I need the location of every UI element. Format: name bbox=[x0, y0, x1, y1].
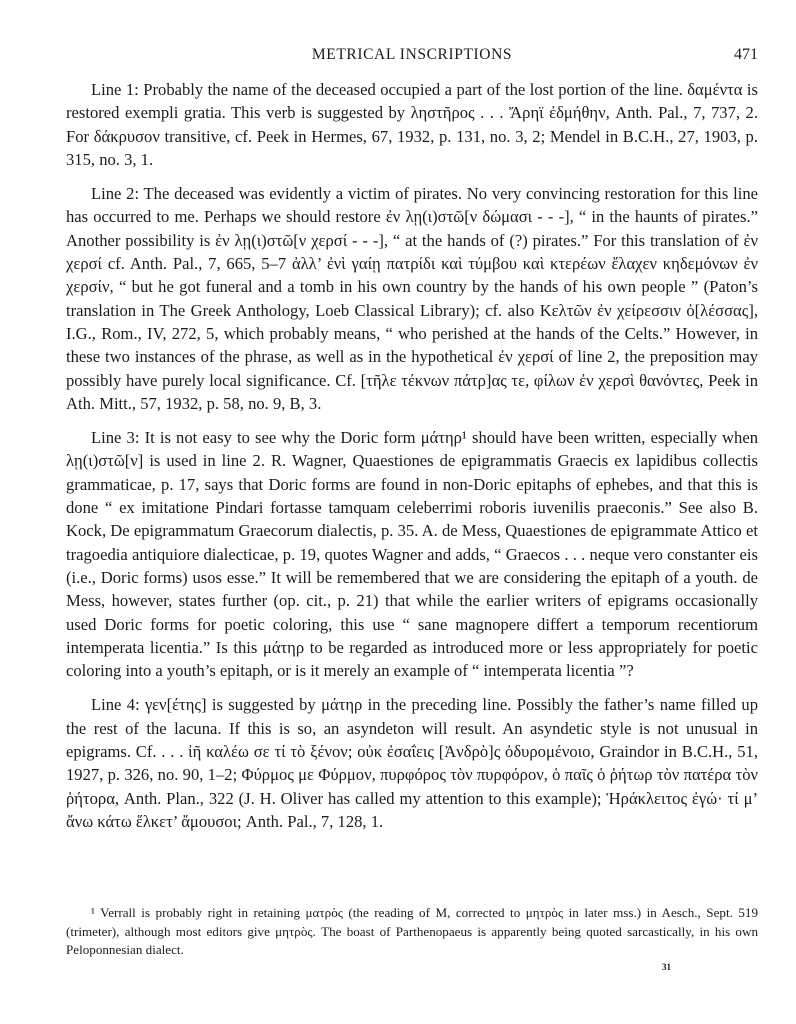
page-header bbox=[66, 46, 758, 70]
running-title: METRICAL INSCRIPTIONS bbox=[311, 46, 513, 63]
paragraph-line-1: Line 1: Probably the name of the deceased occupied a part of the lost portion of the line. δαμέντα is restored exempli gratia. This verb is suggested by ληστῆρος . . . Ἄρηϊ ἐδμήθην, Anth. Pal., 7, 737, 2. For δάκρυσον transitive, cf. Peek in Hermes, 67, 1932, p. 131, no. 3, 2; Mendel in B.C.H., 27, 1903, p. 315, no. 3, 1. bbox=[66, 80, 758, 169]
signature-mark: 31 bbox=[662, 962, 671, 972]
body-text bbox=[66, 78, 758, 844]
page-number: 471 bbox=[734, 46, 758, 63]
paragraph-line-4: Line 4: γεν[έτης] is suggested by μάτηρ in the preceding line. Possibly the father’s name filled up the rest of the lacuna. If this is so, an asyndeton will result. An asyndetic style is not unusual in epigrams. Cf. . . . ἰῆ καλέω σε τί τὸ ξένον; οὐκ ἐσαΐεις [Ἀνδρὸ]ς ὀδυρομένοιο, Graindor in B.C.H., 51, 1927, p. 326, no. 90, 1–2; Φύρμος με Φύρμον, πυρφόρος τὸν πυρφόρον, ὁ παῖς ὁ ῥήτωρ τὸν πατέρα τὸν ῥήτορα, Anth. Plan., 322 (J. H. Oliver has called my attention to this example); Ἡράκλειτος ἐγώ· τί μ’ ἄνω κάτω ἕλκετ’ ἄμουσοι; Anth. Pal., 7, 128, 1. bbox=[66, 695, 758, 831]
paragraph-line-2: Line 2: The deceased was evidently a victim of pirates. No very convincing restoration for this line has occurred to me. Perhaps we should restore ἐν λῃ(ι)στῶ[ν δώμασι - - -], “ in the haunts of pirates.” Another possibility is ἐν λῃ(ι)στῶ[ν χερσί - - -], “ at the hands of (?) pirates.” For this translation of ἐν χερσί cf. Anth. Pal., 7, 665, 5–7 ἀλλ’ ἐνὶ γαίῃ πατρίδι καὶ τύμβου καὶ κτερέων ἔλαχεν κηδεμόνων ἐν χερσίν, “ but he got funeral and a tomb in his own country by the hands of his own people ” (Paton’s translation in The Greek Anthology, Loeb Classical Library); cf. also Κελτῶν ἐν χείρεσσιν ὀ[λέσσας], I.G., Rom., IV, 272, 5, which probably means, “ who perished at the hands of the Celts.” However, in these two instances of the phrase, as well as in the hypothetical ἐν χερσί of line 2, the preposition may possibly have purely local significance. Cf. [τῆλε τέκνων πάτρ]ας τε, φίλων ἐν χερσὶ θανόντες, Peek in Ath. Mitt., 57, 1932, p. 58, no. 9, B, 3. bbox=[66, 184, 758, 413]
paragraph-line-3: Line 3: It is not easy to see why the Doric form μάτηρ¹ should have been written, especially when λῃ(ι)στῶ[ν] is used in line 2. R. Wagner, Quaestiones de epigrammatis Graecis ex lapidibus collectis grammaticae, p. 17, says that Doric forms are found in non-Doric epitaphs of ephebes, and that this is done “ ex imitatione Pindari fortasse tamquam celeberrimi roboris iuvenilis praeconis.” See also B. Kock, De epigrammatum Graecorum dialectis, p. 35. A. de Mess, Quaestiones de epigrammate Attico et tragoedia antiquiore dialecticae, p. 19, quotes Wagner and adds, “ Graecos . . . neque vero constanter eis (i.e., Doric forms) usos esse.” It will be remembered that we are considering the epitaph of a youth. de Mess, however, states further (op. cit., p. 21) that while the earlier writers of epigrams occasionally used Doric forms for poetic coloring, this use “ sane magnopere differt a temporum recentiorum intemperata licentia.” Is this μάτηρ to be regarded as introduced more or less appropriately for poetic coloring into a youth’s epitaph, or is it merely an example of “ intemperata licentia ”? bbox=[66, 428, 758, 681]
footnote: ¹ Verrall is probably right in retaining ματρὸς (the reading of M, corrected to μητρὸς in later mss.) in Aesch., Sept. 519 (trimeter), although most editors give μητρὸς. The boast of Parthenopaeus is apparently being quoted sarcastically, in his own Peloponnesian dialect. bbox=[66, 905, 758, 958]
